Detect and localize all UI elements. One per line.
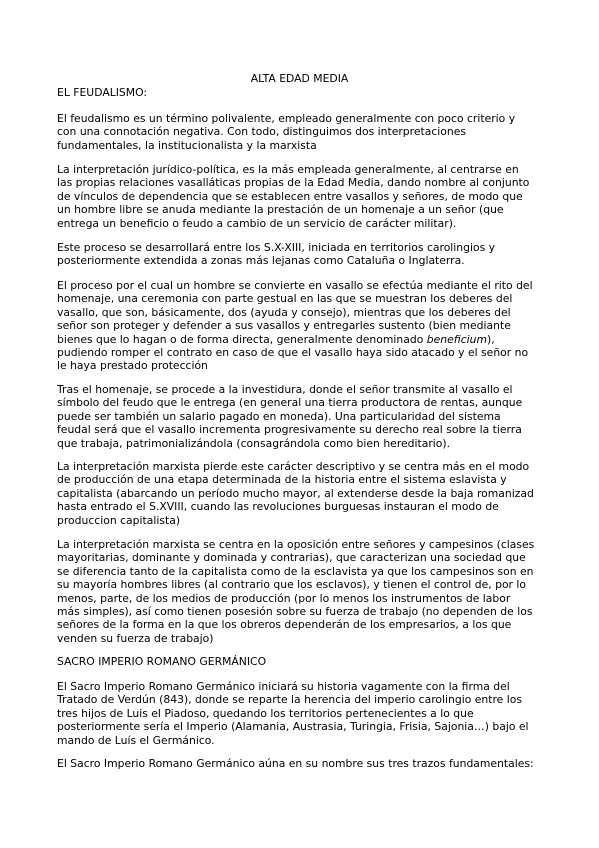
text-segment: ), (487, 332, 495, 346)
text-line: hasta entrado el S.XVIII, cuando las revoluciones burguesas instauran el modo de (57, 500, 499, 514)
text-line: pudiendo romper el contrato en caso de que el vasallo haya sido atacado y el señor no (57, 345, 529, 359)
text-line: Este proceso se desarrollará entre los S.X-XIII, iniciada en territorios carolingios y (57, 241, 496, 254)
text-line: mayoritarias, dominante y dominada y contrarias), que caracterizan una sociedad que (57, 551, 526, 565)
text-line: Tras el homenaje, se procede a la investidura, donde el señor transmite al vasallo el (57, 383, 513, 396)
section-heading-sacro-imperio (57, 655, 547, 668)
text-line: de producción de una etapa determinada de la historia entre el sistema eslavista y (57, 473, 507, 487)
text-line: se diferencia tanto de la capitalista como de la esclavista ya que los campesinos son en (57, 564, 534, 578)
text-line: produccion capitalista) (57, 513, 181, 527)
text-line: capitalista (abarcando un período mucho mayor, al extenderse desde la baja romanizad (57, 486, 534, 500)
text-line: tres hijos de Luis el Piadoso, quedando los territorios pertenecientes a lo que (57, 706, 474, 720)
text-line: La interpretación marxista se centra en la oposición entre señores y campesinos (clases (57, 538, 535, 551)
text-line-with-emphasis (57, 333, 547, 346)
text-line: posteriormente sería el Imperio (Alamania, Austrasia, Turingia, Frisia, Sajonia…) bajo el (57, 720, 529, 734)
section-heading-feudalismo (57, 86, 547, 99)
text-line: entrega un beneficio o feudo a cambio de un servicio de carácter militar). (57, 216, 457, 230)
text-line: las propias relaciones vasalláticas propias de la Edad Media, dando nombre al conjunto (57, 176, 530, 190)
paragraph-7 (57, 538, 547, 645)
text-segment: bienes que lo hagan o de forma directa, generalmente denominado (57, 332, 427, 346)
text-line: mando de Luís el Germánico. (57, 733, 215, 747)
text-line: venden su fuerza de trabajo) (57, 631, 214, 645)
text-line: Tratado de Verdún (843), donde se reparte la herencia del imperio carolingio entre los (57, 693, 522, 707)
text-line: La interpretación jurídico-política, es la más empleada generalmente, al centrarse en (57, 163, 519, 176)
text-line: le haya prestado protección (57, 359, 208, 373)
text-line: El Sacro Imperio Romano Germánico iniciará su historia vagamente con la firma del (57, 680, 510, 693)
text-line: más simples), así como tienen posesión sobre su fuerza de trabajo (no dependen de los (57, 604, 533, 618)
text-line: El proceso por el cual un hombre se convierte en vasallo se efectúa mediante el rito del (57, 279, 533, 292)
text-line: de vínculos de dependencia que se establecen entre vasallos y señores, de modo que (57, 189, 523, 203)
text-line: homenaje, una ceremonia con parte gestual en las que se muestran los deberes del (57, 292, 513, 306)
paragraph-9 (57, 757, 547, 770)
document-title: ALTA EDAD MEDIA (250, 72, 349, 85)
text-line: señor son proteger y defender a sus vasallos y entregarles sustento (bien mediante (57, 319, 511, 333)
text-line: El Sacro Imperio Romano Germánico aúna en su nombre sus tres trazos fundamentales: (57, 757, 534, 770)
paragraph-3 (57, 241, 547, 268)
text-line: un hombre libre se anuda mediante la prestación de un homenaje a un señor (que (57, 203, 504, 217)
text-line: La interpretación marxista pierde este carácter descriptivo y se centra más en el modo (57, 460, 530, 473)
text-line: menos, parte, de los medios de producción (por lo menos los instrumentos de labor (57, 591, 511, 605)
paragraph-6 (57, 460, 547, 527)
text-line: El feudalismo es un término polivalente, empleado generalmente con poco criterio y (57, 112, 516, 125)
text-line: fundamentales, la institucionalista y la marxista (57, 138, 317, 152)
text-line: su mayoría hombres libres (al contrario que los esclavos), y tienen el control de, por lo (57, 578, 527, 592)
text-line: señores de la forma en la que los obreros dependerán de los empresarios, a los que (57, 618, 512, 632)
text-line: símbolo del feudo que le entrega (en general una tierra productora de rentas, aunque (57, 396, 523, 410)
text-line: posteriormente extendida a zonas más lejanas como Cataluña o Inglaterra. (57, 254, 465, 268)
text-line: puede ser también un salario pagado en moneda). Una particularidad del sistema (57, 409, 501, 423)
paragraph-8 (57, 680, 547, 747)
text-line: feudal será que el vasallo incrementa progresivamente su derecho real sobre la tierra (57, 423, 522, 437)
text-line: con una connotación negativa. Con todo, distinguimos dos interpretaciones (57, 125, 466, 139)
paragraph-1 (57, 112, 547, 152)
emphasized-term: beneficium (426, 332, 488, 346)
text-line: vasallo, que son, básicamente, dos (ayuda y consejo), mientras que los deberes del (57, 305, 511, 319)
paragraph-5 (57, 383, 547, 450)
paragraph-4 (57, 279, 547, 373)
text-line: que trabaja, patrimonializándola (consagrándola como bien hereditario). (57, 436, 451, 450)
section-heading-text: SACRO IMPERIO ROMANO GERMÁNICO (57, 655, 267, 668)
paragraph-2 (57, 163, 547, 230)
section-heading-text: EL FEUDALISMO: (57, 86, 148, 99)
